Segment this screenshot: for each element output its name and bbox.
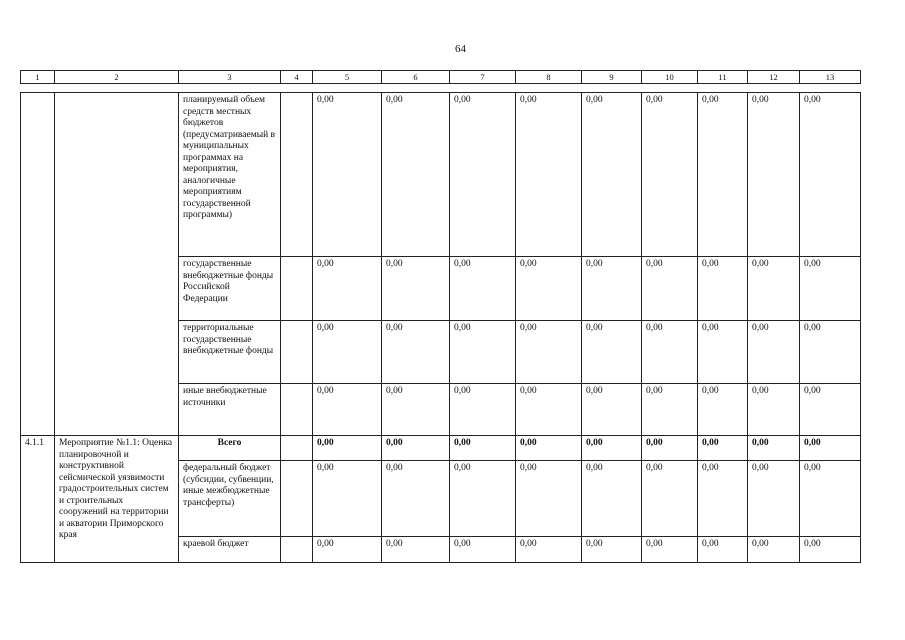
number-cell-empty — [21, 93, 55, 436]
measure-number-cell: 4.1.1 — [21, 436, 55, 563]
value-cell: 0,00 — [748, 436, 800, 461]
value-cell: 0,00 — [800, 537, 861, 563]
budget-table — [20, 92, 861, 563]
value-cell: 0,00 — [642, 257, 698, 321]
value-cell: 0,00 — [516, 537, 582, 563]
value-cell: 0,00 — [450, 436, 516, 461]
funding-source-cell-total: Всего — [179, 436, 281, 461]
value-cell: 0,00 — [748, 321, 800, 384]
value-cell: 0,00 — [698, 461, 748, 537]
value-cell: 0,00 — [642, 384, 698, 436]
value-cell: 0,00 — [748, 384, 800, 436]
measure-name-cell-empty — [55, 93, 179, 436]
value-cell: 0,00 — [450, 257, 516, 321]
value-cell: 0,00 — [698, 436, 748, 461]
value-cell: 0,00 — [582, 436, 642, 461]
value-cell: 0,00 — [582, 257, 642, 321]
value-cell: 0,00 — [800, 257, 861, 321]
value-cell: 0,00 — [382, 321, 450, 384]
value-cell: 0,00 — [450, 93, 516, 257]
empty-cell — [281, 537, 313, 563]
empty-cell — [281, 257, 313, 321]
column-header: 12 — [748, 71, 800, 84]
value-cell: 0,00 — [748, 257, 800, 321]
value-cell: 0,00 — [313, 257, 382, 321]
value-cell: 0,00 — [642, 93, 698, 257]
value-cell: 0,00 — [313, 321, 382, 384]
value-cell: 0,00 — [382, 461, 450, 537]
column-header: 8 — [516, 71, 582, 84]
value-cell: 0,00 — [516, 93, 582, 257]
value-cell: 0,00 — [382, 93, 450, 257]
value-cell: 0,00 — [382, 537, 450, 563]
page-number: 64 — [455, 43, 466, 55]
value-cell: 0,00 — [582, 321, 642, 384]
value-cell: 0,00 — [516, 321, 582, 384]
value-cell: 0,00 — [642, 537, 698, 563]
funding-source-cell: иные внебюджетные источники — [179, 384, 281, 436]
column-header: 9 — [582, 71, 642, 84]
funding-source-cell: территориальные государственные внебюджетные фонды — [179, 321, 281, 384]
value-cell: 0,00 — [382, 257, 450, 321]
value-cell: 0,00 — [748, 461, 800, 537]
value-cell: 0,00 — [748, 93, 800, 257]
value-cell: 0,00 — [382, 436, 450, 461]
value-cell: 0,00 — [800, 461, 861, 537]
empty-cell — [281, 93, 313, 257]
value-cell: 0,00 — [698, 257, 748, 321]
funding-source-cell: федеральный бюджет (субсидии, субвенции, иные межбюджетные трансферты) — [179, 461, 281, 537]
value-cell: 0,00 — [450, 384, 516, 436]
column-header: 11 — [698, 71, 748, 84]
value-cell: 0,00 — [313, 93, 382, 257]
value-cell: 0,00 — [642, 436, 698, 461]
value-cell: 0,00 — [450, 537, 516, 563]
funding-source-cell: краевой бюджет — [179, 537, 281, 563]
value-cell: 0,00 — [698, 537, 748, 563]
column-header: 13 — [800, 71, 861, 84]
funding-source-cell: государственные внебюджетные фонды Российской Федерации — [179, 257, 281, 321]
value-cell: 0,00 — [800, 321, 861, 384]
value-cell: 0,00 — [313, 384, 382, 436]
column-header-table — [20, 70, 861, 84]
value-cell: 0,00 — [450, 321, 516, 384]
value-cell: 0,00 — [516, 257, 582, 321]
value-cell: 0,00 — [698, 93, 748, 257]
empty-cell — [281, 461, 313, 537]
value-cell: 0,00 — [313, 436, 382, 461]
empty-cell — [281, 436, 313, 461]
value-cell: 0,00 — [642, 321, 698, 384]
value-cell: 0,00 — [800, 384, 861, 436]
value-cell: 0,00 — [313, 537, 382, 563]
funding-source-cell: планируемый объем средств местных бюджетов (предусматриваемый в муниципальных программах на мероприятия, аналогичные мероприятиям государственной программы) — [179, 93, 281, 257]
value-cell: 0,00 — [642, 461, 698, 537]
column-header: 5 — [313, 71, 382, 84]
value-cell: 0,00 — [582, 537, 642, 563]
value-cell: 0,00 — [516, 461, 582, 537]
column-header: 2 — [55, 71, 179, 84]
empty-cell — [281, 384, 313, 436]
value-cell: 0,00 — [800, 93, 861, 257]
table-row — [21, 436, 861, 461]
value-cell: 0,00 — [698, 321, 748, 384]
value-cell: 0,00 — [516, 436, 582, 461]
column-header: 3 — [179, 71, 281, 84]
column-header: 1 — [21, 71, 55, 84]
value-cell: 0,00 — [516, 384, 582, 436]
table-row — [21, 93, 861, 257]
column-header: 4 — [281, 71, 313, 84]
column-header: 7 — [450, 71, 516, 84]
value-cell: 0,00 — [800, 436, 861, 461]
value-cell: 0,00 — [582, 93, 642, 257]
value-cell: 0,00 — [582, 384, 642, 436]
column-header-row — [21, 71, 861, 84]
empty-cell — [281, 321, 313, 384]
value-cell: 0,00 — [698, 384, 748, 436]
value-cell: 0,00 — [450, 461, 516, 537]
value-cell: 0,00 — [582, 461, 642, 537]
measure-name-cell: Мероприятие №1.1: Оценка планировочной и конструктивной сейсмической уязвимости градостроительных систем и строительных сооружений на территории и акватории Приморского края — [55, 436, 179, 563]
value-cell: 0,00 — [748, 537, 800, 563]
column-header: 6 — [382, 71, 450, 84]
column-header: 10 — [642, 71, 698, 84]
value-cell: 0,00 — [382, 384, 450, 436]
value-cell: 0,00 — [313, 461, 382, 537]
